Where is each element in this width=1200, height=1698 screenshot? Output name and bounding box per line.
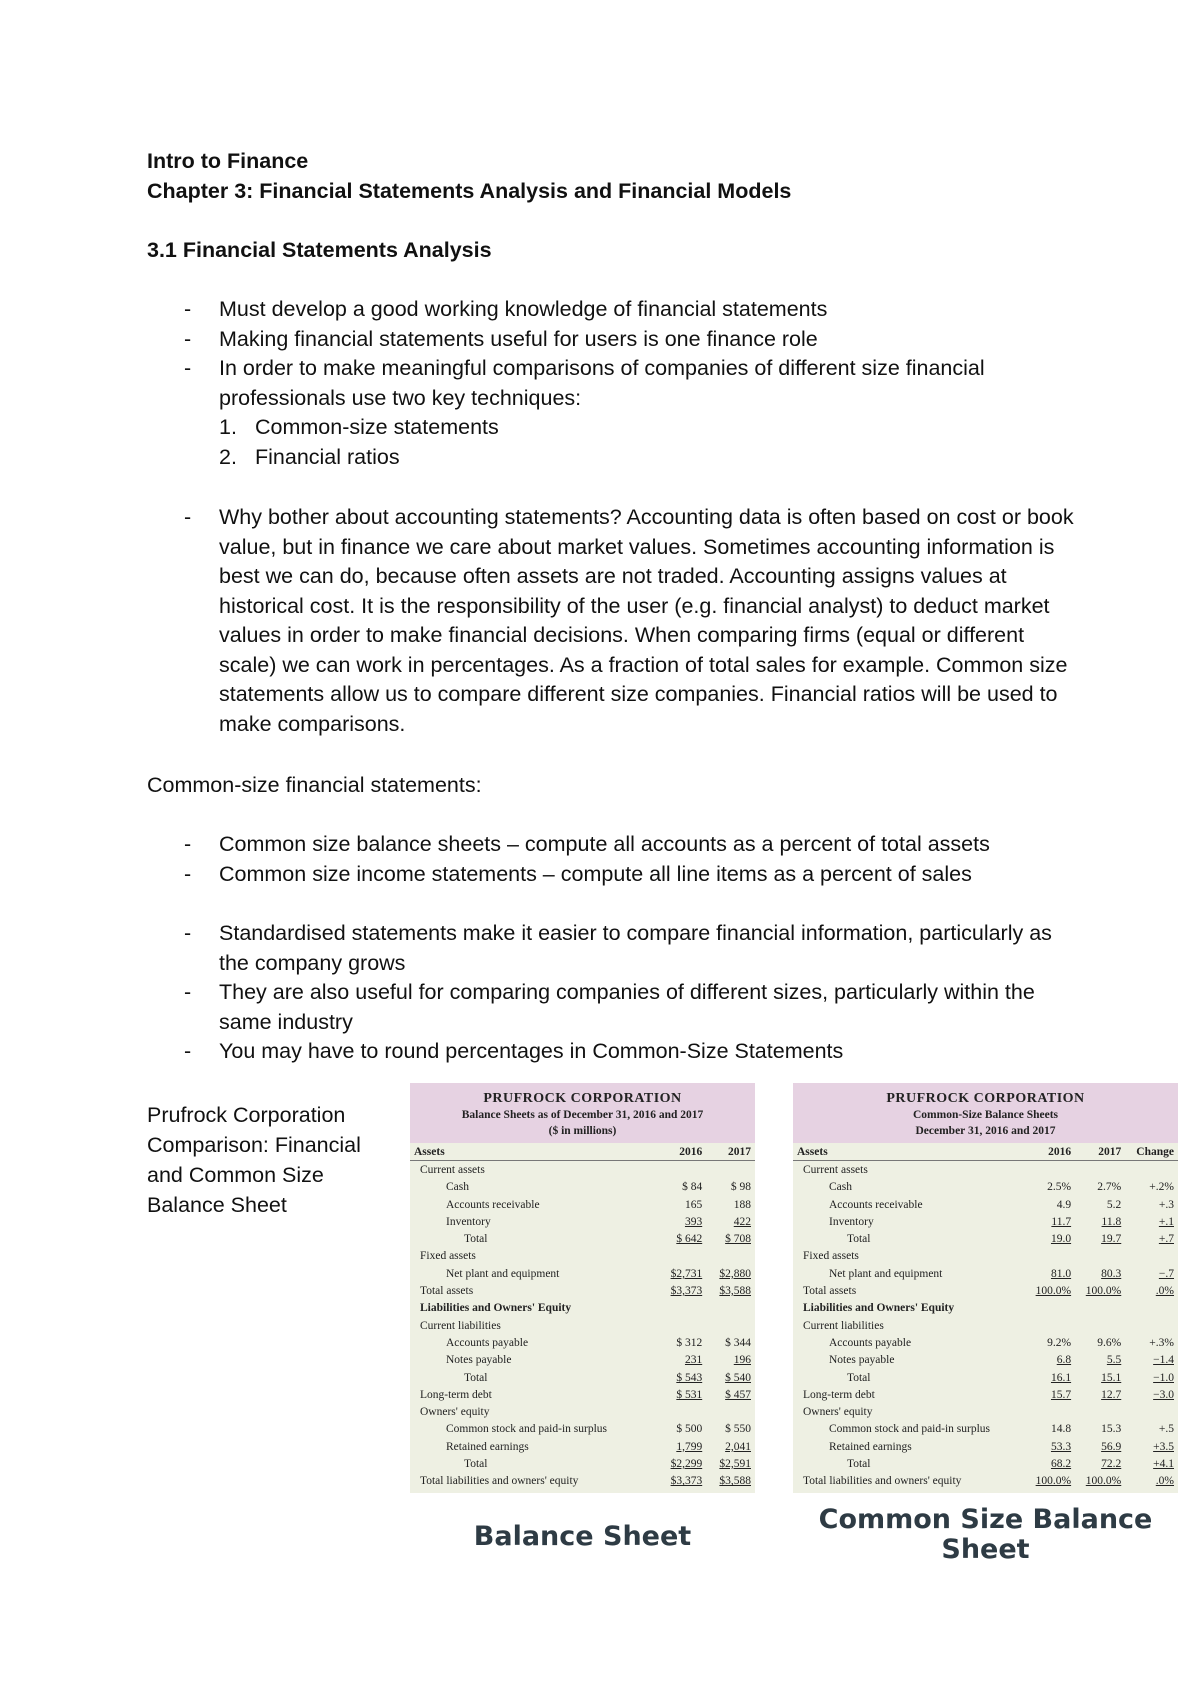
row-value: 19.0 (1050, 1233, 1072, 1246)
row-value: −1.4 (1153, 1354, 1174, 1367)
table-row (793, 1179, 1178, 1196)
row-value: +.3 (1158, 1198, 1174, 1211)
row-label: Owners' equity (803, 1406, 873, 1419)
row-label: Net plant and equipment (446, 1267, 560, 1280)
row-value (657, 1403, 706, 1420)
table-row (793, 1230, 1178, 1247)
row-value: 4.9 (1056, 1198, 1072, 1211)
row-value: $ 642 (676, 1233, 703, 1246)
row-value: 100.0% (1035, 1475, 1072, 1488)
row-value: 12.7 (1101, 1388, 1122, 1401)
row-value: 9.2% (1047, 1336, 1072, 1349)
table-row (793, 1352, 1178, 1369)
row-value: 1,799 (676, 1440, 703, 1453)
row-value (706, 1317, 755, 1334)
row-value (1075, 1403, 1125, 1420)
table-row (410, 1369, 755, 1386)
chapter-title: Chapter 3: Financial Statements Analysis and Financial Models (147, 178, 792, 203)
row-value (1125, 1248, 1178, 1265)
row-value: $ 500 (676, 1423, 703, 1436)
row-value: +.3% (1149, 1336, 1174, 1349)
row-value: $ 543 (676, 1371, 703, 1384)
balance-sheet-company: PRUFROCK CORPORATION (483, 1091, 682, 1106)
common-size-caption-line: Common Size Balance (818, 1504, 1153, 1535)
table-row (410, 1265, 755, 1282)
list-item: - Making financial statements useful for users is one finance role (147, 325, 1087, 355)
balance-sheet-units: ($ in millions) (548, 1125, 617, 1137)
row-value: $ 708 (725, 1233, 751, 1246)
row-value: 14.8 (1050, 1423, 1072, 1436)
row-value: 188 (733, 1198, 751, 1211)
row-value (1025, 1317, 1075, 1334)
row-value: 15.1 (1101, 1371, 1122, 1384)
row-value (706, 1300, 755, 1317)
row-label: Retained earnings (446, 1440, 529, 1453)
row-value: .0% (1155, 1285, 1174, 1298)
why-paragraph (147, 503, 1087, 739)
section-bullets (147, 295, 1087, 472)
row-value: 80.3 (1101, 1267, 1122, 1280)
row-value (657, 1317, 706, 1334)
common-size-sheet-figure (793, 1083, 1178, 1493)
row-label: Accounts payable (829, 1336, 912, 1349)
row-value: 2,041 (725, 1440, 751, 1453)
table-row (793, 1282, 1178, 1299)
common-size-sheet-header (793, 1083, 1178, 1143)
table-row (410, 1421, 755, 1438)
row-value (1075, 1161, 1125, 1179)
table-row (410, 1352, 755, 1369)
document-header (147, 147, 1087, 206)
common-size-bullets-a (147, 830, 1087, 889)
list-item: - In order to make meaningful comparisons of companies of different size financial professionals use two key techniques: (147, 354, 1087, 413)
table-row (793, 1421, 1178, 1438)
row-value: −1.0 (1153, 1371, 1174, 1384)
row-value (1025, 1161, 1075, 1179)
row-label: Common stock and paid-in surplus (829, 1423, 990, 1436)
common-size-sheet-company: PRUFROCK CORPORATION (886, 1091, 1085, 1106)
row-label: Owners' equity (420, 1406, 490, 1419)
row-value: 6.8 (1056, 1354, 1072, 1367)
row-value: $ 540 (725, 1371, 751, 1384)
balance-sheet-header (410, 1083, 755, 1143)
table-row (793, 1369, 1178, 1386)
row-value: −3.0 (1153, 1388, 1174, 1401)
row-label: Inventory (446, 1215, 491, 1228)
row-value (1075, 1317, 1125, 1334)
table-row (793, 1213, 1178, 1230)
row-value: 56.9 (1101, 1440, 1122, 1453)
table-row (410, 1473, 755, 1490)
row-value: $2,591 (719, 1457, 751, 1470)
row-value: 72.2 (1101, 1457, 1122, 1470)
row-value: 15.3 (1101, 1423, 1122, 1436)
row-value: $3,373 (670, 1285, 703, 1298)
table-row (410, 1282, 755, 1299)
row-value (1025, 1403, 1075, 1420)
row-label: Net plant and equipment (829, 1267, 943, 1280)
row-label: Liabilities and Owners' Equity (803, 1302, 955, 1315)
row-value: 165 (684, 1198, 703, 1211)
row-value (657, 1161, 706, 1179)
row-value: $ 550 (725, 1423, 751, 1436)
row-value (657, 1300, 706, 1317)
table-row (793, 1334, 1178, 1351)
row-value: 393 (684, 1215, 703, 1228)
row-value: 19.7 (1101, 1233, 1122, 1246)
row-value: $ 98 (730, 1181, 751, 1194)
common-size-sheet-table (793, 1143, 1178, 1490)
table-row (793, 1438, 1178, 1455)
row-label: Current assets (420, 1163, 485, 1176)
row-value: $2,731 (670, 1267, 703, 1280)
balance-sheet-table (410, 1143, 755, 1490)
row-label: Notes payable (446, 1354, 512, 1367)
table-row (793, 1455, 1178, 1472)
row-value: 100.0% (1085, 1285, 1122, 1298)
balance-sheet-subtitle: Balance Sheets as of December 31, 2016 and 2017 (461, 1109, 704, 1121)
row-value (1125, 1300, 1178, 1317)
table-header-row: Assets 2016 2017 (410, 1143, 755, 1161)
row-value: 196 (733, 1354, 751, 1367)
row-value (1125, 1161, 1178, 1179)
table-row (410, 1455, 755, 1472)
row-value: $ 344 (725, 1336, 751, 1349)
table-row (410, 1213, 755, 1230)
row-label: Total (464, 1371, 488, 1384)
row-value: 68.2 (1050, 1457, 1072, 1470)
row-value: −.7 (1158, 1267, 1174, 1280)
row-value (706, 1248, 755, 1265)
row-value: +.5 (1158, 1423, 1174, 1436)
row-label: Accounts receivable (446, 1198, 540, 1211)
row-value: $ 531 (676, 1388, 703, 1401)
section-title: 3.1 Financial Statements Analysis (147, 238, 492, 262)
row-label: Total liabilities and owners' equity (803, 1475, 962, 1488)
list-item: - Common size balance sheets – compute all accounts as a percent of total assets (147, 830, 1087, 860)
table-row (410, 1334, 755, 1351)
row-value (706, 1161, 755, 1179)
row-label: Accounts receivable (829, 1198, 923, 1211)
balance-sheet-caption: Balance Sheet (473, 1521, 692, 1552)
list-item: - They are also useful for comparing companies of different sizes, particularly within the same industry (147, 978, 1087, 1037)
row-value: 2.5% (1047, 1181, 1072, 1194)
row-value (1125, 1403, 1178, 1420)
row-value: 5.2 (1106, 1198, 1122, 1211)
row-value (657, 1248, 706, 1265)
table-row (793, 1300, 1178, 1317)
row-label: Total assets (803, 1285, 857, 1298)
table-row (793, 1386, 1178, 1403)
row-value: $3,588 (719, 1475, 751, 1488)
row-value: 15.7 (1050, 1388, 1072, 1401)
table-row (793, 1248, 1178, 1265)
row-label: Long-term debt (803, 1388, 875, 1401)
row-value: $ 457 (725, 1388, 751, 1401)
row-value: $2,299 (670, 1457, 703, 1470)
row-label: Fixed assets (420, 1250, 476, 1263)
row-label: Notes payable (829, 1354, 895, 1367)
table-row (793, 1403, 1178, 1420)
list-item: - Common size income statements – compute all line items as a percent of sales (147, 860, 1087, 890)
balance-sheet-figure (410, 1083, 755, 1493)
row-value: +4.1 (1153, 1457, 1174, 1470)
row-value: 5.5 (1106, 1354, 1122, 1367)
row-label: Cash (446, 1181, 469, 1194)
row-value: 11.8 (1101, 1215, 1122, 1228)
row-value: +.7 (1158, 1233, 1174, 1246)
table-row (793, 1196, 1178, 1213)
table-row (793, 1473, 1178, 1490)
table-row (410, 1300, 755, 1317)
row-value (706, 1403, 755, 1420)
technique-item: 2. Financial ratios (219, 444, 400, 469)
row-value: 11.7 (1051, 1215, 1072, 1228)
row-value: 9.6% (1097, 1336, 1122, 1349)
row-label: Total liabilities and owners' equity (420, 1475, 579, 1488)
row-label: Current liabilities (803, 1319, 884, 1332)
list-item: - Standardised statements make it easier to compare financial information, particularly as the company grows (147, 919, 1087, 978)
table-row (793, 1161, 1178, 1179)
row-label: Total (464, 1233, 488, 1246)
list-item: - Must develop a good working knowledge of financial statements (147, 295, 1087, 325)
table-row (410, 1403, 755, 1420)
list-item: - Why bother about accounting statements? Accounting data is often based on cost or book value, but in finance we care about market values. Sometimes accounting information is best we can do, because often assets are not traded. Accounting assigns values at historical cost. It is the responsibility of the user (e.g. financial analyst) to deduct market values in order to make financial decisions. When comparing firms (equal or different scale) we can work in percentages. As a fraction of total sales for example. Common size statements allow us to compare different size companies. Financial ratios will be used to make comparisons. (147, 503, 1087, 739)
row-value: $ 312 (676, 1336, 703, 1349)
row-value: $3,588 (719, 1285, 751, 1298)
table-row (410, 1248, 755, 1265)
common-size-sheet-caption (793, 1505, 1178, 1565)
common-size-sheet-dates: December 31, 2016 and 2017 (915, 1125, 1056, 1137)
row-label: Accounts payable (446, 1336, 529, 1349)
table-row (793, 1317, 1178, 1334)
row-value: 100.0% (1035, 1285, 1072, 1298)
row-label: Total (847, 1371, 871, 1384)
row-value: 422 (733, 1215, 751, 1228)
row-value: $ 84 (682, 1181, 703, 1194)
table-row (410, 1196, 755, 1213)
row-label: Total (464, 1457, 488, 1470)
row-value (1025, 1248, 1075, 1265)
table-row (410, 1438, 755, 1455)
common-size-caption-line: Sheet (941, 1534, 1030, 1565)
course-title: Intro to Finance (147, 149, 309, 173)
row-label: Retained earnings (829, 1440, 912, 1453)
table-row (410, 1317, 755, 1334)
row-value: 100.0% (1085, 1475, 1122, 1488)
row-value (1075, 1248, 1125, 1265)
technique-item: 1. Common-size statements (219, 415, 499, 439)
row-value (1025, 1300, 1075, 1317)
row-value: +.1 (1158, 1215, 1174, 1228)
row-label: Cash (829, 1181, 852, 1194)
common-size-bullets-b (147, 919, 1087, 1067)
list-item: - You may have to round percentages in Common-Size Statements (147, 1037, 1087, 1067)
row-label: Long-term debt (420, 1388, 492, 1401)
row-value: 231 (684, 1354, 703, 1367)
row-value: 2.7% (1097, 1181, 1122, 1194)
table-header-row: Assets 2016 2017 Change (793, 1143, 1178, 1161)
common-size-heading: Common-size financial statements: (147, 773, 482, 797)
row-value: $2,880 (719, 1267, 751, 1280)
row-value: $3,373 (670, 1475, 703, 1488)
row-label: Current liabilities (420, 1319, 501, 1332)
row-value (1125, 1317, 1178, 1334)
table-row (793, 1265, 1178, 1282)
row-value: +.2% (1149, 1181, 1174, 1194)
row-label: Total (847, 1233, 871, 1246)
row-label: Current assets (803, 1163, 868, 1176)
row-value: 81.0 (1050, 1267, 1072, 1280)
row-value: +3.5 (1153, 1440, 1174, 1453)
row-value (1075, 1300, 1125, 1317)
row-label: Common stock and paid-in surplus (446, 1423, 607, 1436)
comparison-caption: Prufrock Corporation Comparison: Financial and Common Size Balance Sheet (147, 1103, 361, 1217)
row-value: 16.1 (1050, 1371, 1072, 1384)
common-size-sheet-subtitle: Common-Size Balance Sheets (912, 1109, 1058, 1121)
table-row (410, 1230, 755, 1247)
row-label: Total assets (420, 1285, 474, 1298)
row-label: Total (847, 1457, 871, 1470)
table-row (410, 1386, 755, 1403)
table-row (410, 1161, 755, 1179)
row-value: 53.3 (1050, 1440, 1072, 1453)
row-value: .0% (1155, 1475, 1174, 1488)
row-label: Liabilities and Owners' Equity (420, 1302, 572, 1315)
row-label: Inventory (829, 1215, 874, 1228)
table-row (410, 1179, 755, 1196)
row-label: Fixed assets (803, 1250, 859, 1263)
